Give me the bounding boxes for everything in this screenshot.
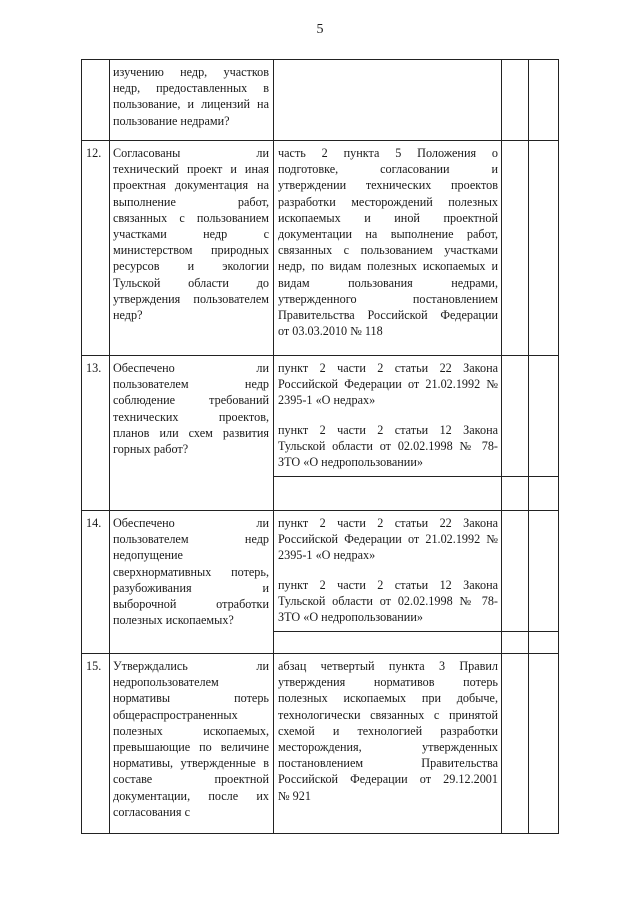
- question-line: Тульской области до: [113, 275, 269, 290]
- question-line: Обеспечено ли: [113, 361, 269, 375]
- row-number: 14.: [86, 516, 102, 530]
- row-number: [82, 60, 109, 64]
- question-line: сверхнормативных потерь,: [113, 564, 269, 579]
- question-line: соблюдение требований: [113, 393, 269, 408]
- legal-reference-line: недр, по видам полезных ископаемых и: [278, 259, 498, 274]
- legal-reference-line: пункт 2 части 2 статьи 12 Закона: [278, 422, 498, 437]
- legal-reference-line: Российской Федерации от 21.02.1992 №: [278, 532, 498, 547]
- legal-reference: [278, 515, 498, 564]
- question-text: [110, 356, 273, 457]
- question-line: недр?: [113, 308, 143, 323]
- legal-reference-line: 2395-1 «О недрах»: [278, 548, 376, 563]
- answer-cell: [502, 60, 529, 141]
- legal-reference-line: ЗТО «О недропользовании»: [278, 610, 423, 625]
- question-cell: [110, 356, 274, 511]
- question-line: пользователем недр: [113, 532, 269, 547]
- question-line: пользование, и лицензий на: [113, 97, 269, 112]
- question-line: выборочной отработки: [113, 597, 269, 612]
- question-line: выполнение работ,: [113, 194, 269, 209]
- row-number: 12.: [86, 146, 102, 160]
- question-line: общераспространенных: [113, 707, 238, 722]
- legal-reference-line: Правительства Российской Федерации: [278, 308, 498, 323]
- question-line: технический проект и иная: [113, 162, 269, 177]
- question-line: ресурсов и экологии: [113, 259, 269, 274]
- legal-reference-line: месторождения, утвержденных: [278, 740, 498, 755]
- question-line: полезных ископаемых?: [113, 613, 234, 628]
- note-cell: [529, 511, 559, 654]
- question-line: недопущение: [113, 548, 183, 563]
- legal-reference-cell: [274, 511, 502, 654]
- legal-reference-line: Российской Федерации от 29.12.2001: [278, 772, 498, 787]
- legal-reference: [278, 422, 498, 471]
- question-line: нормативы потерь: [113, 691, 269, 706]
- legal-reference: [278, 577, 498, 626]
- legal-reference-line: подготовке, согласовании и: [278, 162, 498, 177]
- legal-reference-line: пункт 2 части 2 статьи 22 Закона: [278, 361, 498, 375]
- question-text: [110, 60, 273, 129]
- row-number: 13.: [86, 361, 102, 375]
- legal-reference-line: 2395-1 «О недрах»: [278, 393, 376, 408]
- legal-reference-line: Российской Федерации от 21.02.1992 №: [278, 377, 498, 392]
- question-text: [110, 654, 273, 820]
- question-line: Утверждались ли: [113, 659, 269, 673]
- legal-reference: [278, 360, 498, 409]
- legal-reference-line: документации на выполнение работ,: [278, 227, 498, 242]
- question-line: связанных с пользованием: [113, 210, 269, 225]
- question-line: Согласованы ли: [113, 146, 269, 160]
- cell-divider: [274, 631, 501, 632]
- question-line: недропользователем: [113, 675, 219, 690]
- question-line: документации, после их: [113, 788, 269, 803]
- question-line: составе проектной: [113, 772, 269, 787]
- table-row: [82, 356, 559, 511]
- legal-reference-line: пункт 2 части 2 статьи 12 Закона: [278, 577, 498, 592]
- table-row: [82, 654, 559, 834]
- question-line: нормативы, утвержденные в: [113, 756, 269, 771]
- question-line: горных работ?: [113, 442, 189, 457]
- cell-divider: [502, 631, 528, 632]
- question-line: утверждения пользователем: [113, 291, 269, 306]
- legal-reference-cell: [274, 654, 502, 834]
- answer-cell: [502, 654, 529, 834]
- question-line: разубоживания и: [113, 580, 269, 595]
- legal-reference-line: видам пользования недрами,: [278, 275, 498, 290]
- legal-reference-cell: [274, 60, 502, 141]
- legal-reference-cell: [274, 356, 502, 511]
- legal-reference-line: утверждении технических проектов: [278, 178, 498, 193]
- row-number-cell: [82, 654, 110, 834]
- question-cell: [110, 60, 274, 141]
- question-line: планов или схем развития: [113, 425, 269, 440]
- legal-reference: [278, 658, 498, 804]
- note-cell: [529, 60, 559, 141]
- question-cell: [110, 654, 274, 834]
- row-number: 15.: [86, 659, 102, 673]
- question-line: пользователем недр: [113, 377, 269, 392]
- question-line: участками недр с: [113, 227, 269, 242]
- note-cell: [529, 141, 559, 356]
- page-number: 5: [316, 22, 324, 37]
- note-cell: [529, 654, 559, 834]
- checklist-table: [81, 59, 559, 834]
- legal-reference-line: пункт 2 части 2 статьи 22 Закона: [278, 516, 498, 530]
- legal-reference-line: Тульской области от 02.02.1998 № 78-: [278, 438, 498, 453]
- question-line: превышающие по величине: [113, 740, 269, 755]
- legal-reference-line: от 03.03.2010 № 118: [278, 324, 383, 339]
- question-line: Обеспечено ли: [113, 516, 269, 530]
- legal-reference-line: часть 2 пункта 5 Положения о: [278, 146, 498, 160]
- legal-reference-line: № 921: [278, 788, 311, 803]
- question-line: недр, предоставленных в: [113, 81, 269, 96]
- legal-reference-line: постановлением Правительства: [278, 756, 498, 771]
- cell-divider: [274, 476, 501, 477]
- row-number-cell: [82, 356, 110, 511]
- legal-reference-line: утверждения нормативов потерь: [278, 675, 498, 690]
- question-cell: [110, 141, 274, 356]
- answer-cell: [502, 141, 529, 356]
- legal-reference-line: полезных ископаемых при добыче,: [278, 691, 498, 706]
- legal-reference: [278, 145, 498, 339]
- table-row: [82, 141, 559, 356]
- question-cell: [110, 511, 274, 654]
- question-line: изучению недр, участков: [113, 65, 269, 79]
- cell-divider: [502, 476, 528, 477]
- legal-reference-line: утвержденного постановлением: [278, 291, 498, 306]
- row-number-cell: [82, 511, 110, 654]
- legal-reference-line: связанных с пользованием участками: [278, 243, 498, 258]
- legal-reference-line: схемой и технологией разработки: [278, 723, 498, 738]
- question-text: [110, 511, 273, 628]
- question-text: [110, 141, 273, 323]
- legal-reference-line: Тульской области от 02.02.1998 № 78-: [278, 593, 498, 608]
- table-row: [82, 511, 559, 654]
- legal-reference-line: технологически связанных с принятой: [278, 707, 498, 722]
- legal-reference-line: ископаемых и иной проектной: [278, 210, 498, 225]
- cell-divider: [529, 476, 558, 477]
- answer-cell: [502, 356, 529, 511]
- note-cell: [529, 356, 559, 511]
- legal-reference-line: абзац четвертый пункта 3 Правил: [278, 659, 498, 673]
- question-line: полезных ископаемых,: [113, 723, 269, 738]
- question-line: министерством природных: [113, 243, 269, 258]
- legal-reference-line: разработки месторождений полезных: [278, 194, 498, 209]
- cell-divider: [529, 631, 558, 632]
- legal-reference-cell: [274, 141, 502, 356]
- row-number-cell: [82, 141, 110, 356]
- question-line: проектная документация на: [113, 178, 269, 193]
- legal-reference-line: ЗТО «О недропользовании»: [278, 455, 423, 470]
- question-line: согласования с: [113, 804, 190, 819]
- row-number-cell: [82, 60, 110, 141]
- table-row: [82, 60, 559, 141]
- question-line: технических проектов,: [113, 409, 269, 424]
- question-line: пользование недрами?: [113, 113, 230, 128]
- answer-cell: [502, 511, 529, 654]
